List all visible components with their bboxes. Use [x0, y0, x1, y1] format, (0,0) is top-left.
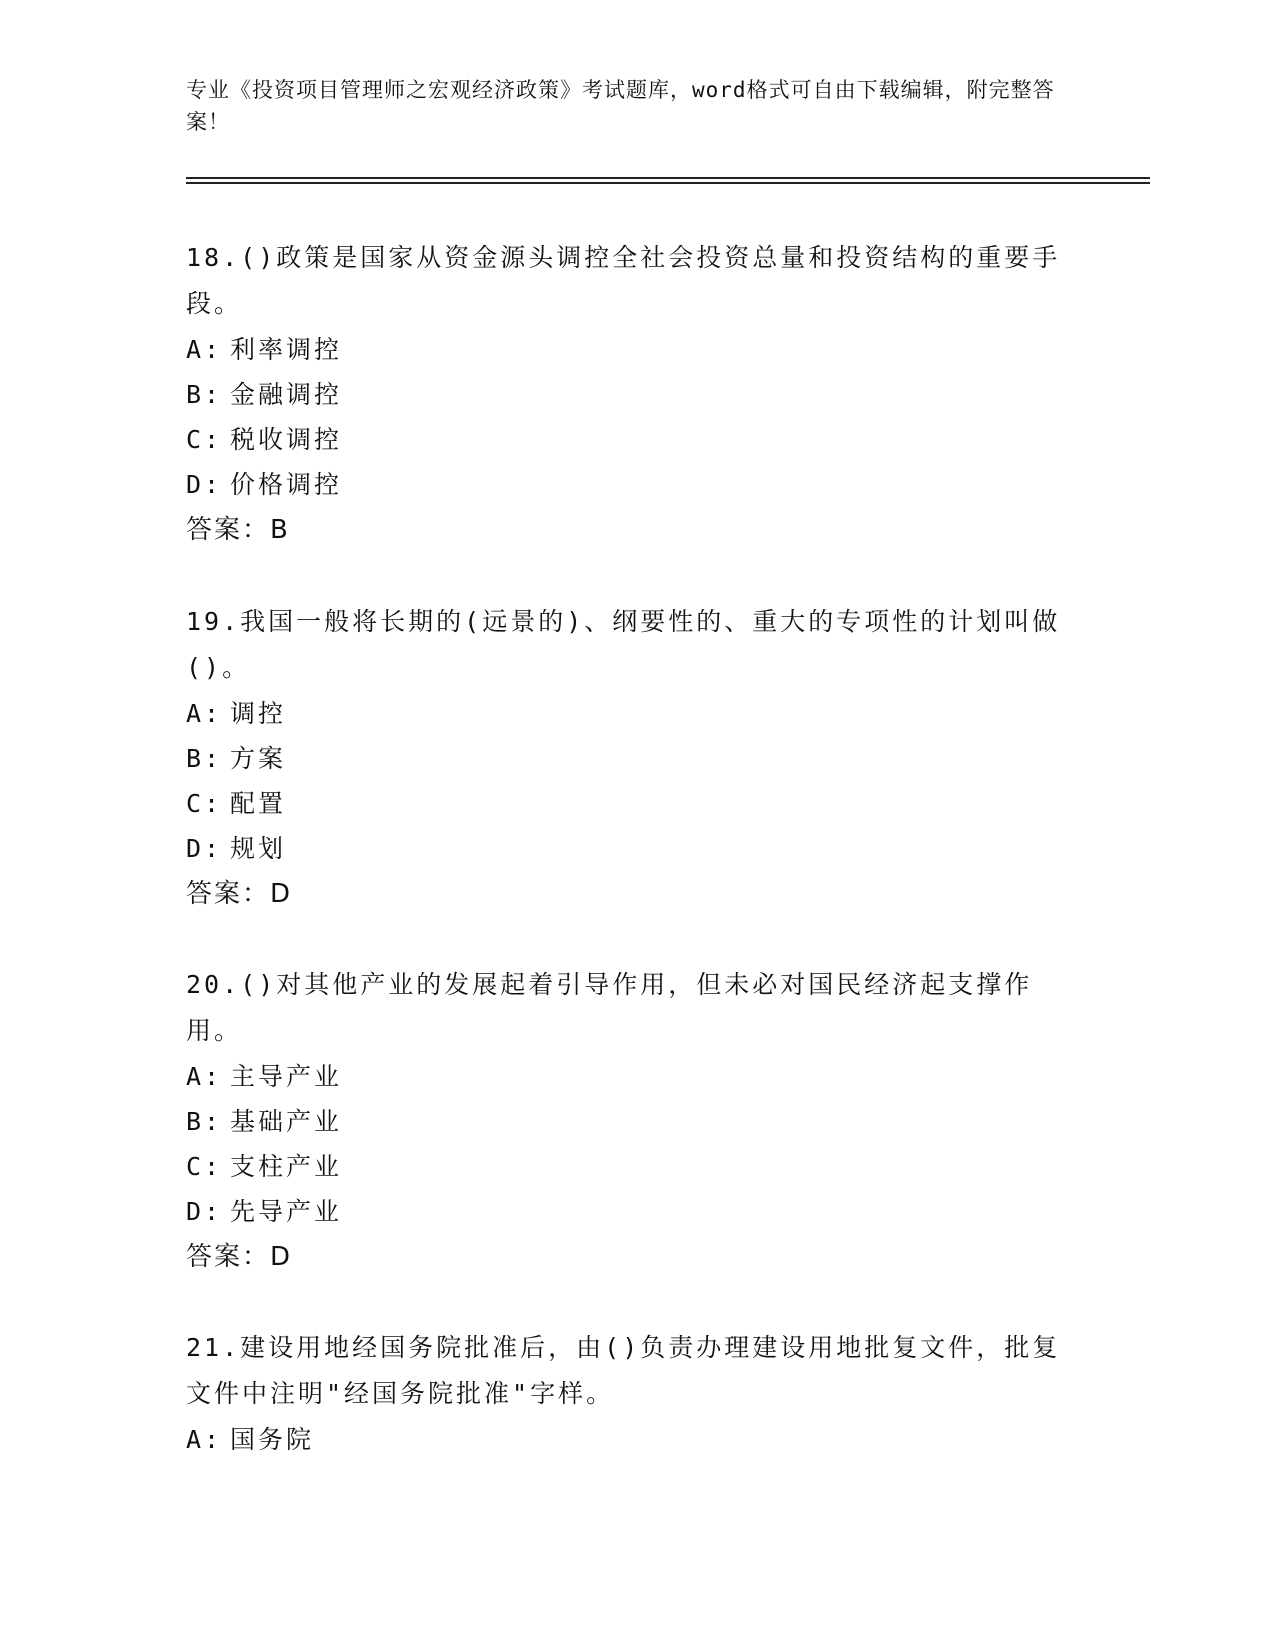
option-text: 利率调控: [230, 335, 343, 364]
option-key: D:: [186, 470, 223, 499]
option-b: [186, 1099, 1066, 1144]
option-text: 配置: [230, 789, 287, 818]
option-text: 金融调控: [230, 380, 343, 409]
option-d: [186, 826, 1066, 871]
question-stem: 20.()对其他产业的发展起着引导作用，但未必对国民经济起支撑作用。: [186, 970, 1033, 1045]
question-stem: 19.我国一般将长期的(远景的)、纲要性的、重大的专项性的计划叫做()。: [186, 607, 1061, 682]
option-d: [186, 462, 1066, 507]
question-19: [186, 599, 1066, 917]
option-text: 调控: [230, 699, 287, 728]
option-c: [186, 781, 1066, 826]
question-21: [186, 1325, 1066, 1462]
document-header: 专业《投资项目管理师之宏观经济政策》考试题库，word格式可自由下载编辑，附完整答案！: [186, 78, 1055, 134]
option-text: 支柱产业: [230, 1152, 343, 1181]
option-key: A:: [186, 1062, 223, 1091]
option-a: [186, 691, 1066, 736]
question-stem: 21.建设用地经国务院批准后，由()负责办理建设用地批复文件，批复文件中注明"经国务院批准"字样。: [186, 1333, 1061, 1408]
option-text: 价格调控: [230, 470, 343, 499]
option-key: B:: [186, 744, 223, 773]
option-text: 税收调控: [230, 425, 343, 454]
option-key: D:: [186, 834, 223, 863]
option-text: 基础产业: [230, 1107, 343, 1136]
option-text: 规划: [230, 834, 287, 863]
question-18: [186, 235, 1066, 553]
option-text: 国务院: [230, 1425, 315, 1454]
option-c: [186, 1144, 1066, 1189]
option-key: A:: [186, 699, 223, 728]
answer-line: 答案：D: [186, 879, 293, 909]
header-rule-top: [186, 177, 1150, 179]
option-text: 先导产业: [230, 1197, 343, 1226]
option-c: [186, 417, 1066, 462]
option-a: [186, 327, 1066, 372]
option-key: C:: [186, 425, 223, 454]
option-b: [186, 372, 1066, 417]
option-key: B:: [186, 380, 223, 409]
option-a: [186, 1054, 1066, 1099]
option-key: C:: [186, 789, 223, 818]
option-key: C:: [186, 1152, 223, 1181]
answer-line: 答案：D: [186, 1242, 293, 1272]
option-a: [186, 1417, 1066, 1462]
option-text: 方案: [230, 744, 287, 773]
option-text: 主导产业: [230, 1062, 343, 1091]
option-d: [186, 1189, 1066, 1234]
option-key: A:: [186, 335, 223, 364]
header-rule-bottom: [186, 182, 1150, 184]
option-b: [186, 736, 1066, 781]
answer-line: 答案：B: [186, 515, 290, 545]
option-key: A:: [186, 1425, 223, 1454]
question-20: [186, 962, 1066, 1280]
option-key: B:: [186, 1107, 223, 1136]
question-stem: 18.()政策是国家从资金源头调控全社会投资总量和投资结构的重要手段。: [186, 243, 1061, 318]
option-key: D:: [186, 1197, 223, 1226]
